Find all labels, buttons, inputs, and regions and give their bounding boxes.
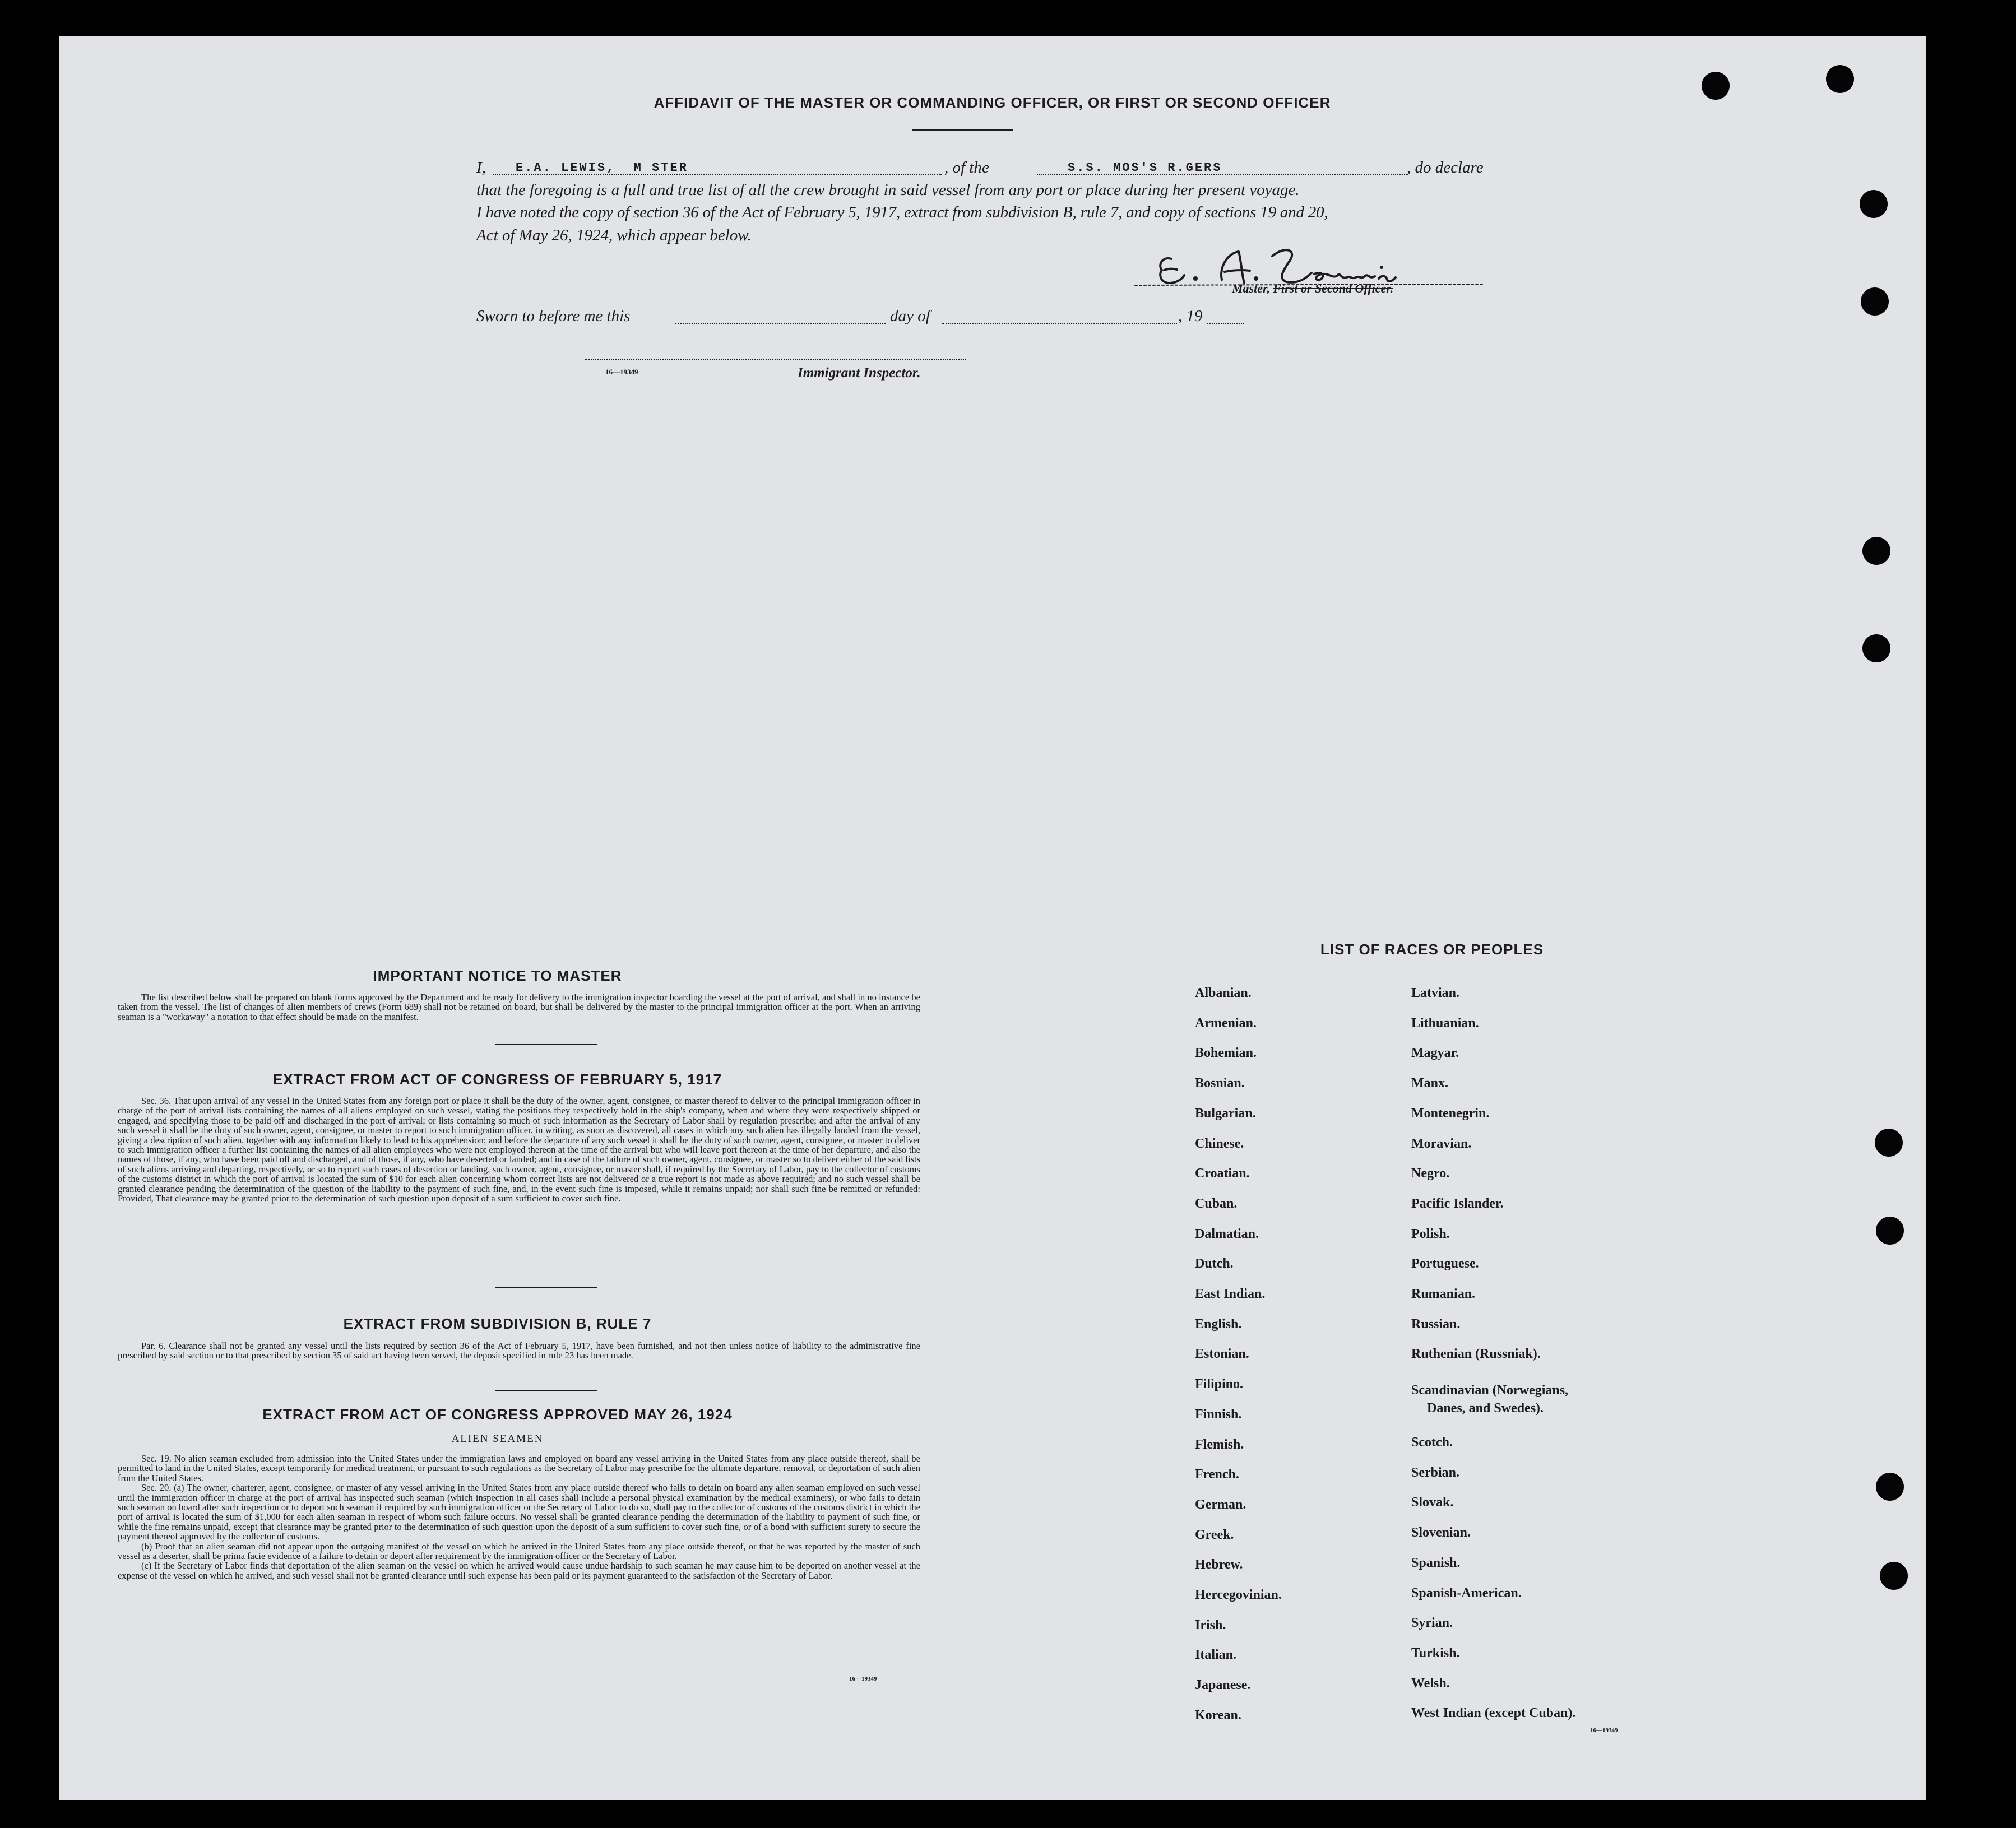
race-item: Slovenian. — [1411, 1525, 1471, 1541]
do-declare-label: , do declare — [1407, 159, 1484, 177]
section-20a-text: Sec. 20. (a) The owner, charterer, agent, consignee, or master of any vessel arriving in the United States from any place outside thereof who fails to detain on board any alien seaman employed on such vessel until the immigration officer in charge at the port of arrival has inspected such seaman (which inspection in all cases shall include a personal physical examination by the medical examiners), or who fails to detain such seaman on board after such inspection or to deport such seaman if required by such immigration officer or the Secretary of Labor to do so, shall pay to the collector of customs of the customs district in which the port of arrival is located the sum of $1,000 for each alien seaman in respect of whom such failure occurs. No vessel shall be granted clearance pending the determination of the liability to payment of such fine, or while the fine remains unpaid, except that clearance may be granted prior to the determination of such question upon the deposit of a sum sufficient to cover such fine, or of a bond with sufficient surety to secure the payment thereof approved by the collector of customs. — [118, 1482, 920, 1542]
inspector-signature-blank — [585, 359, 966, 360]
race-item: Slovak. — [1411, 1495, 1454, 1510]
section-19-text: Sec. 19. No alien seaman excluded from admission into the United States under the immigration laws and employed on board any vessel arriving in the United States from any place outside thereof, shall be permitted to land in the United States, except temporarily for medical treatment, or pursuant to such regulations as the Secretary of Labor may prescribe for the ultimate departure, removal, or deportation of such alien from the United States. — [118, 1453, 920, 1483]
race-item: Hercegovinian. — [1195, 1588, 1282, 1602]
race-item: Filipino. — [1195, 1377, 1244, 1392]
sworn-day-blank — [675, 323, 886, 324]
affidavit-title: AFFIDAVIT OF THE MASTER OR COMMANDING OFFICER, OR FIRST OR SECOND OFFICER — [654, 94, 1331, 111]
race-item: Dutch. — [1195, 1256, 1234, 1272]
affidavit-line4: Act of May 26, 1924, which appear below. — [476, 226, 752, 244]
race-item: Flemish. — [1195, 1437, 1244, 1452]
sworn-year-blank — [1207, 323, 1244, 324]
extract-rule7-divider — [495, 1390, 597, 1391]
race-item: West Indian (except Cuban). — [1411, 1706, 1576, 1721]
sworn-label: Sworn to before me this — [476, 307, 631, 325]
affidavit-line2: that the foregoing is a full and true list of all the crew brought in said vessel from any port or place during her present voyage. — [476, 181, 1300, 199]
day-of-label: day of — [890, 307, 930, 325]
race-item: Finnish. — [1195, 1407, 1242, 1422]
title-divider — [912, 129, 1013, 131]
race-item: Turkish. — [1411, 1645, 1460, 1660]
race-item: Manx. — [1411, 1076, 1448, 1091]
binder-hole — [1862, 634, 1890, 662]
race-item: Croatian. — [1195, 1166, 1250, 1181]
binder-hole — [1876, 1217, 1904, 1245]
race-item: Polish. — [1411, 1226, 1450, 1241]
affidavit-line1 — [476, 159, 1555, 179]
race-item: German. — [1195, 1497, 1246, 1512]
race-item: Pacific Islander. — [1411, 1196, 1504, 1211]
race-item: Bohemian. — [1195, 1046, 1257, 1061]
race-item: Ruthenian (Russniak). — [1411, 1347, 1541, 1362]
year-label: , 19 — [1178, 307, 1203, 325]
officer-label-struck: First or Second Officer. — [1273, 281, 1394, 295]
race-item: Spanish-American. — [1411, 1585, 1522, 1600]
race-item: Cuban. — [1195, 1196, 1238, 1211]
race-item: Lithuanian. — [1411, 1015, 1479, 1031]
binder-hole — [1862, 537, 1890, 565]
race-item: Latvian. — [1411, 986, 1460, 1000]
race-item: Irish. — [1195, 1617, 1226, 1632]
race-item: Portuguese. — [1411, 1256, 1479, 1272]
extract-1924-subtitle: ALIEN SEAMEN — [451, 1433, 544, 1445]
race-item: Spanish. — [1411, 1555, 1461, 1570]
master-name-value: E.A. LEWIS, M STER — [516, 161, 688, 175]
signature-caption — [1232, 281, 1393, 296]
race-item: Dalmatian. — [1195, 1226, 1259, 1241]
of-the-label: , of the — [944, 159, 989, 177]
race-item: Estonian. — [1195, 1347, 1249, 1362]
section-20b-text: (b) Proof that an alien seaman did not appear upon the outgoing manifest of the vessel on which he arrived in the United States from any place outside thereof, or that he was reported by the master of such vessel as a deserter, shall be prima facie evidence of a failure to detain or deport after requirement by the immigration officer or the Secretary of Labor. — [118, 1541, 920, 1562]
extract-1917-divider — [495, 1287, 597, 1288]
race-item: Scandinavian (Norwegians, — [1411, 1383, 1569, 1398]
binder-hole — [1826, 65, 1854, 93]
race-item: Greek. — [1195, 1527, 1234, 1542]
binder-hole — [1875, 1129, 1903, 1157]
race-item: Danes, and Swedes). — [1427, 1401, 1544, 1416]
race-item: Scotch. — [1411, 1435, 1453, 1450]
binder-hole — [1702, 72, 1730, 100]
race-item: Hebrew. — [1195, 1557, 1243, 1572]
race-item: Chinese. — [1195, 1136, 1244, 1151]
extract-1924-text — [118, 1454, 920, 1580]
extract-1924-title: EXTRACT FROM ACT OF CONGRESS APPROVED MAY 26, 1924 — [262, 1406, 733, 1423]
i-label: I, — [476, 159, 486, 177]
race-item: Italian. — [1195, 1648, 1237, 1663]
race-item: Moravian. — [1411, 1136, 1472, 1151]
extract-1924-form-number: 16—19349 — [849, 1676, 877, 1682]
vessel-name-value: S.S. MOS'S R.GERS — [1068, 161, 1222, 175]
sworn-month-blank — [942, 323, 1177, 324]
notice-text: The list described below shall be prepared on blank forms approved by the Department and be ready for delivery to the immigration inspector boarding the vessel at the port of arrival, and shall in no instance be taken from the vessel. The list of changes of alien members of crews (Form 689) shall not be retained on board, but shall be delivered by the master to the principal immigration officer at the port. When an arriving seaman is a "workaway" a notation to that effect should be made on the manifest. — [118, 992, 920, 1022]
binder-hole — [1876, 1473, 1904, 1501]
affidavit-form-number: 16—19349 — [605, 368, 638, 376]
extract-rule7-title: EXTRACT FROM SUBDIVISION B, RULE 7 — [343, 1315, 652, 1332]
master-label: Master, — [1232, 281, 1270, 295]
race-item: Russian. — [1411, 1316, 1461, 1331]
race-item: Negro. — [1411, 1166, 1450, 1181]
notice-divider — [495, 1044, 597, 1045]
extract-1917-text: Sec. 36. That upon arrival of any vessel in the United States from any foreign port or place it shall be the duty of the owner, agent, consignee, or master thereof to deliver to the principal immigration officer in charge of the port of arrival lists containing the names of all aliens employed on such vessel, stating the positions they respectively hold in the ship's company, when and where they were respectively shipped or engaged, and specifying those to be paid off and discharged in the port of arrival; or lists containing so much of such information as the Secretary of Labor shall by regulation prescribe; and after the arrival of any such vessel it shall be the duty of such owner, agent, consignee, or master to report to such immigration officer, in writing, as soon as discovered, all cases in which any such alien has illegally landed from the vessel, giving a description of such alien, together with any information likely to lead to his apprehension; and before the departure of any such vessel it shall be the duty of such owner, agent, consignee, or master to deliver to such immigration officer a further list containing the names of all alien employees who were not employed thereon at the time of the arrival but who will leave port thereon at the time of her departure, and also the names of those, if any, who have been paid off and discharged, and of those, if any, who have deserted or landed; and in case of the failure of such owner, agent, consignee, or master so to deliver either of the said lists of such aliens arriving and departing, respectively, or so to report such cases of desertion or landing, such owner, agent, consignee, or master shall, if required by the Secretary of Labor, pay to the collector of customs of the customs district in which the port of arrival is located the sum of $10 for each alien concerning whom correct lists are not delivered or a true report is not made as above required; and no such vessel shall be granted clearance pending the determination of the question of the liability to the payment of such fine, and, in the event such fine is imposed, while it remains unpaid; nor shall such fine be remitted or refunded: Provided, That clearance may be granted prior to the determination of such question upon deposit of a sum sufficient to cover such fine. — [118, 1096, 920, 1204]
race-item: Serbian. — [1411, 1465, 1460, 1480]
race-item: Albanian. — [1195, 986, 1252, 1000]
extract-1917-title: EXTRACT FROM ACT OF CONGRESS OF FEBRUARY 5, 1917 — [272, 1071, 722, 1088]
binder-hole — [1880, 1562, 1908, 1590]
race-item: Armenian. — [1195, 1015, 1257, 1031]
race-item: Welsh. — [1411, 1676, 1450, 1691]
binder-hole — [1861, 287, 1889, 316]
race-item: Syrian. — [1411, 1616, 1453, 1631]
binder-hole — [1860, 190, 1888, 218]
notice-title: IMPORTANT NOTICE TO MASTER — [373, 967, 622, 984]
race-item: French. — [1195, 1467, 1239, 1482]
race-item: English. — [1195, 1316, 1242, 1331]
inspector-label: Immigrant Inspector. — [798, 365, 921, 381]
races-title: LIST OF RACES OR PEOPLES — [1320, 941, 1544, 958]
race-item: Rumanian. — [1411, 1287, 1476, 1301]
form-page — [59, 36, 1926, 1800]
races-form-number: 16—19349 — [1590, 1727, 1618, 1734]
affidavit-line3: I have noted the copy of section 36 of the Act of February 5, 1917, extract from subdivision B, rule 7, and copy of sections 19 and 20, — [476, 203, 1328, 221]
race-item: Korean. — [1195, 1708, 1241, 1723]
race-item: Magyar. — [1411, 1046, 1459, 1061]
race-item: Montenegrin. — [1411, 1106, 1490, 1121]
race-item: East Indian. — [1195, 1287, 1266, 1301]
race-item: Japanese. — [1195, 1678, 1251, 1693]
extract-rule7-text: Par. 6. Clearance shall not be granted any vessel until the lists required by section 36 of the Act of February 5, 1917, have been furnished, and not then unless notice of liability to the administrative fine prescribed by said section or to that prescribed by section 35 of said act having been served, the deposit specified in rule 23 has been made. — [118, 1340, 920, 1361]
sworn-line — [476, 307, 1261, 327]
race-item: Bulgarian. — [1195, 1106, 1256, 1121]
race-item: Bosnian. — [1195, 1076, 1245, 1091]
section-20c-text: (c) If the Secretary of Labor finds that deportation of the alien seaman on the vessel on which he arrived would cause undue hardship to such seaman he may cause him to be deported on another vessel at the expense of the vessel on which he arrived, and such vessel shall not be granted clearance until such expense has been paid or its payment guaranteed to the satisfaction of the Secretary of Labor. — [118, 1560, 920, 1581]
